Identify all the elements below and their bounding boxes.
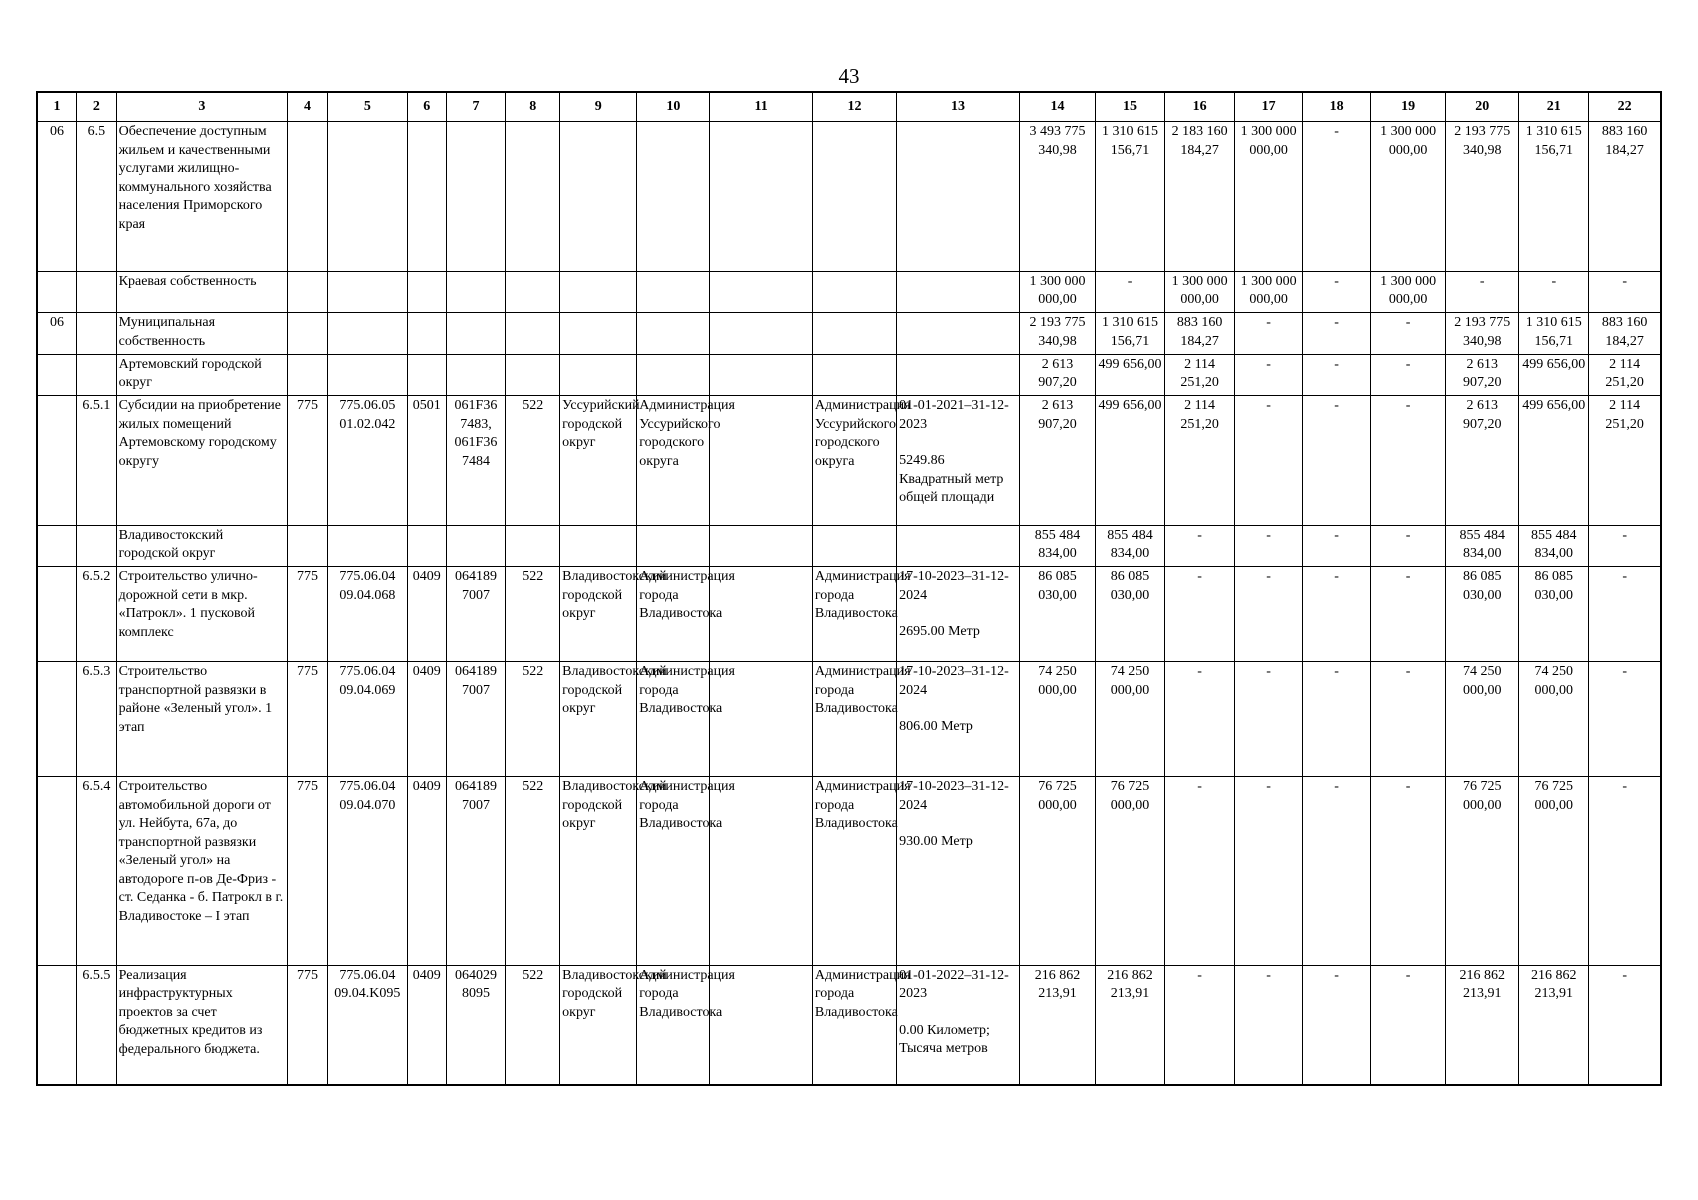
table-row <box>37 662 1661 777</box>
column-header: 18 <box>1303 92 1371 122</box>
cell-c12 <box>812 313 896 355</box>
cell-c14: 2 613 907,20 <box>1019 396 1095 525</box>
cell-c17: - <box>1235 567 1303 662</box>
cell-c15: 1 310 615 156,71 <box>1096 313 1165 355</box>
cell-c16: 1 300 000 000,00 <box>1165 271 1235 313</box>
table-row <box>37 271 1661 313</box>
cell-indicator: 5249.86 Квадратный метр общей площади <box>899 453 1004 506</box>
cell-c8 <box>506 122 560 271</box>
column-header: 12 <box>812 92 896 122</box>
cell-c18: - <box>1303 396 1371 525</box>
cell-c20: 86 085 030,00 <box>1446 567 1519 662</box>
cell-c11 <box>710 525 813 567</box>
cell-c5 <box>327 271 407 313</box>
cell-c15: 1 310 615 156,71 <box>1096 122 1165 271</box>
column-header: 10 <box>637 92 710 122</box>
cell-indicator: 806.00 Метр <box>899 719 973 735</box>
cell-c21: 76 725 000,00 <box>1519 777 1589 966</box>
cell-period-indicator <box>897 122 1020 271</box>
cell-c12 <box>812 354 896 396</box>
cell-c22: - <box>1589 965 1661 1085</box>
cell-c2 <box>77 525 117 567</box>
cell-period-indicator <box>897 396 1020 525</box>
cell-c2: 6.5 <box>77 122 117 271</box>
cell-c21: 1 310 615 156,71 <box>1519 122 1589 271</box>
cell-c16: 2 183 160 184,27 <box>1165 122 1235 271</box>
cell-c17: - <box>1235 354 1303 396</box>
cell-c16: - <box>1165 567 1235 662</box>
cell-period: 17-10-2023–31-12-2024 <box>899 779 1009 813</box>
cell-c8: 522 <box>506 396 560 525</box>
column-header: 11 <box>710 92 813 122</box>
cell-c5: 775.06.04 09.04.068 <box>327 567 407 662</box>
cell-c14: 86 085 030,00 <box>1019 567 1095 662</box>
cell-c2 <box>77 354 117 396</box>
cell-c7: 064189 7007 <box>446 777 506 966</box>
cell-c5 <box>327 525 407 567</box>
cell-c9 <box>560 271 637 313</box>
cell-c15: 855 484 834,00 <box>1096 525 1165 567</box>
column-header: 7 <box>446 92 506 122</box>
column-header: 15 <box>1096 92 1165 122</box>
cell-c6 <box>407 354 446 396</box>
cell-c20: 74 250 000,00 <box>1446 662 1519 777</box>
cell-c10 <box>637 122 710 271</box>
cell-c5 <box>327 122 407 271</box>
cell-c12: Администрация города Владивостока <box>812 965 896 1085</box>
cell-c16: 2 114 251,20 <box>1165 396 1235 525</box>
cell-c19: 1 300 000 000,00 <box>1371 122 1446 271</box>
cell-c14: 3 493 775 340,98 <box>1019 122 1095 271</box>
cell-c3: Строительство улично-дорожной сети в мкр. «Патрокл». 1 пусковой комплекс <box>116 567 288 662</box>
cell-c4 <box>288 271 328 313</box>
cell-c22: 2 114 251,20 <box>1589 354 1661 396</box>
column-header: 14 <box>1019 92 1095 122</box>
cell-c20: - <box>1446 271 1519 313</box>
cell-c14: 2 613 907,20 <box>1019 354 1095 396</box>
cell-period-indicator <box>897 354 1020 396</box>
cell-c9: Владивостокский городской округ <box>560 567 637 662</box>
cell-c14: 76 725 000,00 <box>1019 777 1095 966</box>
cell-c19: - <box>1371 567 1446 662</box>
table-row <box>37 567 1661 662</box>
cell-c18: - <box>1303 567 1371 662</box>
cell-c11 <box>710 777 813 966</box>
cell-c7: 064029 8095 <box>446 965 506 1085</box>
cell-c17: - <box>1235 313 1303 355</box>
cell-c4: 775 <box>288 396 328 525</box>
cell-c15: 499 656,00 <box>1096 354 1165 396</box>
cell-c6 <box>407 313 446 355</box>
budget-table <box>36 91 1662 1086</box>
cell-c16: - <box>1165 965 1235 1085</box>
cell-period-indicator <box>897 662 1020 777</box>
cell-c7 <box>446 313 506 355</box>
cell-c8 <box>506 271 560 313</box>
cell-c4 <box>288 354 328 396</box>
cell-c15: 499 656,00 <box>1096 396 1165 525</box>
cell-c6: 0409 <box>407 567 446 662</box>
cell-c6: 0501 <box>407 396 446 525</box>
cell-c18: - <box>1303 777 1371 966</box>
cell-c5 <box>327 313 407 355</box>
cell-c8: 522 <box>506 662 560 777</box>
cell-c7 <box>446 354 506 396</box>
cell-c10 <box>637 525 710 567</box>
cell-c20: 76 725 000,00 <box>1446 777 1519 966</box>
cell-c22: - <box>1589 525 1661 567</box>
cell-c7: 064189 7007 <box>446 567 506 662</box>
cell-c9: Владивостокский городской округ <box>560 965 637 1085</box>
cell-c18: - <box>1303 313 1371 355</box>
cell-c16: - <box>1165 777 1235 966</box>
cell-c11 <box>710 122 813 271</box>
cell-c6: 0409 <box>407 662 446 777</box>
table-row <box>37 313 1661 355</box>
cell-c2: 6.5.3 <box>77 662 117 777</box>
cell-c4 <box>288 313 328 355</box>
cell-c5: 775.06.04 09.04.069 <box>327 662 407 777</box>
cell-c10: Администрация Уссурийского городского округа <box>637 396 710 525</box>
cell-c6 <box>407 271 446 313</box>
cell-period: 01-01-2021–31-12-2023 <box>899 398 1009 432</box>
cell-c1: 06 <box>37 122 77 271</box>
cell-c4 <box>288 122 328 271</box>
cell-c11 <box>710 271 813 313</box>
cell-c16: 883 160 184,27 <box>1165 313 1235 355</box>
cell-c11 <box>710 313 813 355</box>
cell-c7 <box>446 525 506 567</box>
cell-c8 <box>506 313 560 355</box>
cell-c18: - <box>1303 525 1371 567</box>
cell-c6: 0409 <box>407 965 446 1085</box>
cell-c2: 6.5.2 <box>77 567 117 662</box>
table-row <box>37 396 1661 525</box>
cell-c21: 74 250 000,00 <box>1519 662 1589 777</box>
cell-c20: 855 484 834,00 <box>1446 525 1519 567</box>
cell-c19: - <box>1371 396 1446 525</box>
cell-c2: 6.5.1 <box>77 396 117 525</box>
cell-c18: - <box>1303 271 1371 313</box>
cell-c22: 883 160 184,27 <box>1589 122 1661 271</box>
cell-indicator: 0.00 Километр; Тысяча метров <box>899 1022 990 1057</box>
cell-c10 <box>637 313 710 355</box>
cell-c8 <box>506 525 560 567</box>
cell-c1 <box>37 965 77 1085</box>
cell-c4: 775 <box>288 965 328 1085</box>
cell-c9: Владивостокский городской округ <box>560 777 637 966</box>
cell-c20: 2 613 907,20 <box>1446 396 1519 525</box>
cell-c9: Владивостокский городской округ <box>560 662 637 777</box>
column-header: 19 <box>1371 92 1446 122</box>
cell-c12: Администрация города Владивостока <box>812 662 896 777</box>
cell-c1 <box>37 777 77 966</box>
cell-c4 <box>288 525 328 567</box>
cell-c6 <box>407 122 446 271</box>
cell-c17: - <box>1235 965 1303 1085</box>
cell-c9 <box>560 354 637 396</box>
cell-c19: - <box>1371 777 1446 966</box>
cell-c3: Владивостокский городской округ <box>116 525 288 567</box>
cell-c1 <box>37 271 77 313</box>
cell-c3: Муниципальная собственность <box>116 313 288 355</box>
cell-c18: - <box>1303 965 1371 1085</box>
cell-c11 <box>710 965 813 1085</box>
cell-c3: Строительство автомобильной дороги от ул. Нейбута, 67а, до транспортной развязки «Зеленый угол» на автодороге п-ов Де-Фриз - ст. Седанка - б. Патрокл в г. Владивостоке – I этап <box>116 777 288 966</box>
column-header: 6 <box>407 92 446 122</box>
cell-c1: 06 <box>37 313 77 355</box>
cell-c17: - <box>1235 777 1303 966</box>
cell-c10: Администрация города Владивостока <box>637 965 710 1085</box>
column-header: 22 <box>1589 92 1661 122</box>
cell-period-indicator <box>897 271 1020 313</box>
column-header: 9 <box>560 92 637 122</box>
column-header: 20 <box>1446 92 1519 122</box>
cell-c15: 76 725 000,00 <box>1096 777 1165 966</box>
cell-c11 <box>710 354 813 396</box>
cell-c12: Администрация города Владивостока <box>812 567 896 662</box>
cell-c22: - <box>1589 777 1661 966</box>
cell-c3: Краевая собственность <box>116 271 288 313</box>
cell-c2 <box>77 271 117 313</box>
cell-c1 <box>37 396 77 525</box>
cell-period: 01-01-2022–31-12-2023 <box>899 967 1009 1002</box>
column-header: 21 <box>1519 92 1589 122</box>
column-header: 5 <box>327 92 407 122</box>
table-row <box>37 525 1661 567</box>
cell-c15: 216 862 213,91 <box>1096 965 1165 1085</box>
cell-c19: - <box>1371 662 1446 777</box>
cell-c18: - <box>1303 354 1371 396</box>
cell-c12 <box>812 525 896 567</box>
cell-c19: - <box>1371 354 1446 396</box>
cell-c17: - <box>1235 662 1303 777</box>
cell-c5: 775.06.04 09.04.070 <box>327 777 407 966</box>
cell-c20: 2 193 775 340,98 <box>1446 122 1519 271</box>
cell-c22: - <box>1589 271 1661 313</box>
table-row <box>37 965 1661 1085</box>
page-number: 43 <box>838 64 860 88</box>
cell-c4: 775 <box>288 567 328 662</box>
cell-c7 <box>446 122 506 271</box>
cell-c5: 775.06.04 09.04.K095 <box>327 965 407 1085</box>
cell-c15: - <box>1096 271 1165 313</box>
cell-c21: 499 656,00 <box>1519 354 1589 396</box>
cell-c9 <box>560 122 637 271</box>
cell-c12 <box>812 122 896 271</box>
cell-c20: 216 862 213,91 <box>1446 965 1519 1085</box>
cell-c19: - <box>1371 525 1446 567</box>
cell-c10: Администрация города Владивостока <box>637 777 710 966</box>
cell-period-indicator <box>897 525 1020 567</box>
cell-c3: Обеспечение доступным жильем и качественными услугами жилищно-коммунального хозяйства населения Приморского края <box>116 122 288 271</box>
cell-c18: - <box>1303 122 1371 271</box>
cell-c12: Администрация города Владивостока <box>812 777 896 966</box>
cell-c21: - <box>1519 271 1589 313</box>
cell-c4: 775 <box>288 777 328 966</box>
cell-c5: 775.06.05 01.02.042 <box>327 396 407 525</box>
cell-c17: 1 300 000 000,00 <box>1235 271 1303 313</box>
cell-c6 <box>407 525 446 567</box>
cell-c15: 74 250 000,00 <box>1096 662 1165 777</box>
cell-period: 17-10-2023–31-12-2024 <box>899 569 1009 603</box>
cell-c14: 2 193 775 340,98 <box>1019 313 1095 355</box>
cell-c19: 1 300 000 000,00 <box>1371 271 1446 313</box>
cell-c22: 883 160 184,27 <box>1589 313 1661 355</box>
cell-c15: 86 085 030,00 <box>1096 567 1165 662</box>
column-header: 16 <box>1165 92 1235 122</box>
cell-c21: 1 310 615 156,71 <box>1519 313 1589 355</box>
cell-period-indicator <box>897 567 1020 662</box>
cell-c3: Субсидии на приобретение жилых помещений Артемовскому городскому округу <box>116 396 288 525</box>
column-header: 2 <box>77 92 117 122</box>
cell-c8 <box>506 354 560 396</box>
cell-c1 <box>37 354 77 396</box>
cell-c21: 86 085 030,00 <box>1519 567 1589 662</box>
cell-c12: Администрация Уссурийского городского округа <box>812 396 896 525</box>
cell-c10: Администрация города Владивостока <box>637 662 710 777</box>
cell-c14: 855 484 834,00 <box>1019 525 1095 567</box>
cell-c6: 0409 <box>407 777 446 966</box>
cell-c16: 2 114 251,20 <box>1165 354 1235 396</box>
cell-c12 <box>812 271 896 313</box>
cell-indicator: 930.00 Метр <box>899 834 973 850</box>
column-header: 4 <box>288 92 328 122</box>
column-header: 17 <box>1235 92 1303 122</box>
cell-c8: 522 <box>506 965 560 1085</box>
cell-period-indicator <box>897 313 1020 355</box>
cell-c22: - <box>1589 662 1661 777</box>
column-header: 1 <box>37 92 77 122</box>
cell-c19: - <box>1371 313 1446 355</box>
column-header: 8 <box>506 92 560 122</box>
cell-c1 <box>37 525 77 567</box>
table-row <box>37 354 1661 396</box>
cell-c21: 855 484 834,00 <box>1519 525 1589 567</box>
cell-c9 <box>560 525 637 567</box>
cell-c14: 74 250 000,00 <box>1019 662 1095 777</box>
cell-c14: 216 862 213,91 <box>1019 965 1095 1085</box>
cell-c8: 522 <box>506 567 560 662</box>
cell-c2 <box>77 313 117 355</box>
cell-c17: - <box>1235 396 1303 525</box>
cell-c9: Уссурийский городской округ <box>560 396 637 525</box>
cell-c21: 499 656,00 <box>1519 396 1589 525</box>
cell-c2: 6.5.4 <box>77 777 117 966</box>
cell-c3: Артемовский городской округ <box>116 354 288 396</box>
table-row <box>37 777 1661 966</box>
cell-c7 <box>446 271 506 313</box>
cell-c17: 1 300 000 000,00 <box>1235 122 1303 271</box>
cell-period: 17-10-2023–31-12-2024 <box>899 664 1009 698</box>
cell-c2: 6.5.5 <box>77 965 117 1085</box>
cell-c5 <box>327 354 407 396</box>
cell-c22: - <box>1589 567 1661 662</box>
cell-c10 <box>637 354 710 396</box>
cell-c18: - <box>1303 662 1371 777</box>
column-header: 3 <box>116 92 288 122</box>
cell-c3: Реализация инфраструктурных проектов за счет бюджетных кредитов из федерального бюджета. <box>116 965 288 1085</box>
cell-c8: 522 <box>506 777 560 966</box>
cell-c22: 2 114 251,20 <box>1589 396 1661 525</box>
cell-indicator: 2695.00 Метр <box>899 624 980 640</box>
cell-c10: Администрация города Владивостока <box>637 567 710 662</box>
column-header: 13 <box>897 92 1020 122</box>
cell-c21: 216 862 213,91 <box>1519 965 1589 1085</box>
cell-c3: Строительство транспортной развязки в районе «Зеленый угол». 1 этап <box>116 662 288 777</box>
header-row <box>37 92 1661 122</box>
cell-c20: 2 613 907,20 <box>1446 354 1519 396</box>
cell-c16: - <box>1165 662 1235 777</box>
table-row <box>37 122 1661 271</box>
cell-c1 <box>37 567 77 662</box>
cell-period-indicator <box>897 777 1020 966</box>
cell-period-indicator <box>897 965 1020 1085</box>
cell-c7: 061F36 7483, 061F36 7484 <box>446 396 506 525</box>
cell-c16: - <box>1165 525 1235 567</box>
cell-c10 <box>637 271 710 313</box>
cell-c17: - <box>1235 525 1303 567</box>
cell-c19: - <box>1371 965 1446 1085</box>
cell-c20: 2 193 775 340,98 <box>1446 313 1519 355</box>
cell-c14: 1 300 000 000,00 <box>1019 271 1095 313</box>
cell-c11 <box>710 396 813 525</box>
cell-c1 <box>37 662 77 777</box>
cell-c7: 064189 7007 <box>446 662 506 777</box>
cell-c4: 775 <box>288 662 328 777</box>
cell-c9 <box>560 313 637 355</box>
